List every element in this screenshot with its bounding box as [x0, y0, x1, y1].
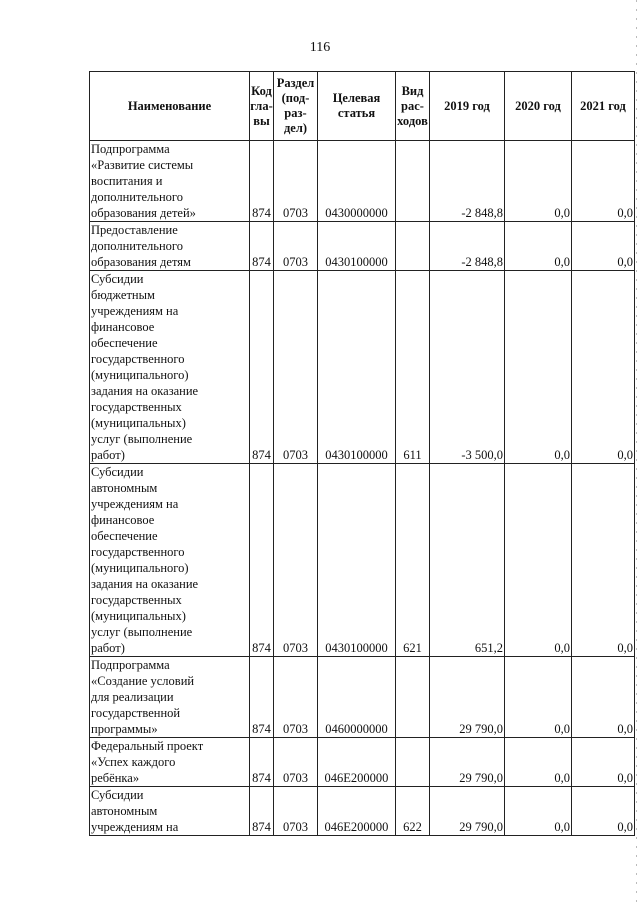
cell-expense-kind — [396, 141, 430, 222]
cell-section: 0703 — [274, 271, 318, 464]
cell-chapter-code: 874 — [250, 787, 274, 836]
cell-chapter-code: 874 — [250, 271, 274, 464]
header-section: Раздел (под- раз- дел) — [274, 72, 318, 141]
cell-year-2021: 0,0 — [572, 787, 635, 836]
cell-section: 0703 — [274, 222, 318, 271]
cell-year-2019: -2 848,8 — [430, 141, 505, 222]
table-header-row — [90, 72, 635, 141]
cell-year-2020: 0,0 — [505, 464, 572, 657]
header-target-article: Целевая статья — [318, 72, 396, 141]
header-year-2021: 2021 год — [572, 72, 635, 141]
cell-year-2019: 29 790,0 — [430, 787, 505, 836]
cell-year-2020: 0,0 — [505, 738, 572, 787]
cell-name: Подпрограмма «Создание условий для реализации государственной программы» — [90, 657, 250, 738]
table-row — [90, 657, 635, 738]
cell-section: 0703 — [274, 787, 318, 836]
cell-year-2021: 0,0 — [572, 222, 635, 271]
table-row — [90, 271, 635, 464]
cell-section: 0703 — [274, 464, 318, 657]
table-row — [90, 464, 635, 657]
cell-chapter-code: 874 — [250, 657, 274, 738]
cell-year-2019: -2 848,8 — [430, 222, 505, 271]
header-name: Наименование — [90, 72, 250, 141]
cell-year-2021: 0,0 — [572, 464, 635, 657]
table-row — [90, 141, 635, 222]
cell-section: 0703 — [274, 141, 318, 222]
cell-expense-kind — [396, 657, 430, 738]
cell-target-article: 0430100000 — [318, 222, 396, 271]
cell-year-2020: 0,0 — [505, 271, 572, 464]
cell-year-2021: 0,0 — [572, 657, 635, 738]
cell-name: Субсидии автономным учреждениям на финансовое обеспечение государственного (муниципального) задания на оказание государственных (муниципальных) услуг (выполнение работ) — [90, 464, 250, 657]
header-chapter-code: Код гла- вы — [250, 72, 274, 141]
cell-year-2019: -3 500,0 — [430, 271, 505, 464]
cell-target-article: 0460000000 — [318, 657, 396, 738]
cell-name: Предоставление дополнительного образования детям — [90, 222, 250, 271]
scan-edge-line — [636, 0, 637, 905]
table-row — [90, 787, 635, 836]
cell-chapter-code: 874 — [250, 738, 274, 787]
budget-table — [89, 71, 635, 836]
cell-section: 0703 — [274, 657, 318, 738]
cell-name: Субсидии бюджетным учреждениям на финансовое обеспечение государственного (муниципального) задания на оказание государственных (муниципальных) услуг (выполнение работ) — [90, 271, 250, 464]
cell-chapter-code: 874 — [250, 464, 274, 657]
table-row — [90, 222, 635, 271]
cell-target-article: 0430000000 — [318, 141, 396, 222]
cell-year-2019: 29 790,0 — [430, 657, 505, 738]
header-expense-kind: Вид рас- ходов — [396, 72, 430, 141]
cell-chapter-code: 874 — [250, 222, 274, 271]
cell-year-2020: 0,0 — [505, 222, 572, 271]
cell-chapter-code: 874 — [250, 141, 274, 222]
cell-year-2021: 0,0 — [572, 738, 635, 787]
cell-year-2021: 0,0 — [572, 141, 635, 222]
cell-name: Подпрограмма «Развитие системы воспитания и дополнительного образования детей» — [90, 141, 250, 222]
cell-target-article: 046E200000 — [318, 738, 396, 787]
cell-year-2021: 0,0 — [572, 271, 635, 464]
cell-target-article: 0430100000 — [318, 464, 396, 657]
cell-name: Федеральный проект «Успех каждого ребёнка» — [90, 738, 250, 787]
cell-name: Субсидии автономным учреждениям на — [90, 787, 250, 836]
cell-expense-kind — [396, 222, 430, 271]
cell-section: 0703 — [274, 738, 318, 787]
cell-expense-kind: 611 — [396, 271, 430, 464]
table-row — [90, 738, 635, 787]
cell-target-article: 046E200000 — [318, 787, 396, 836]
cell-year-2019: 651,2 — [430, 464, 505, 657]
cell-expense-kind: 622 — [396, 787, 430, 836]
cell-year-2019: 29 790,0 — [430, 738, 505, 787]
cell-year-2020: 0,0 — [505, 141, 572, 222]
cell-expense-kind — [396, 738, 430, 787]
cell-year-2020: 0,0 — [505, 657, 572, 738]
header-year-2020: 2020 год — [505, 72, 572, 141]
cell-target-article: 0430100000 — [318, 271, 396, 464]
page-number: 116 — [309, 40, 331, 55]
cell-year-2020: 0,0 — [505, 787, 572, 836]
header-year-2019: 2019 год — [430, 72, 505, 141]
cell-expense-kind: 621 — [396, 464, 430, 657]
